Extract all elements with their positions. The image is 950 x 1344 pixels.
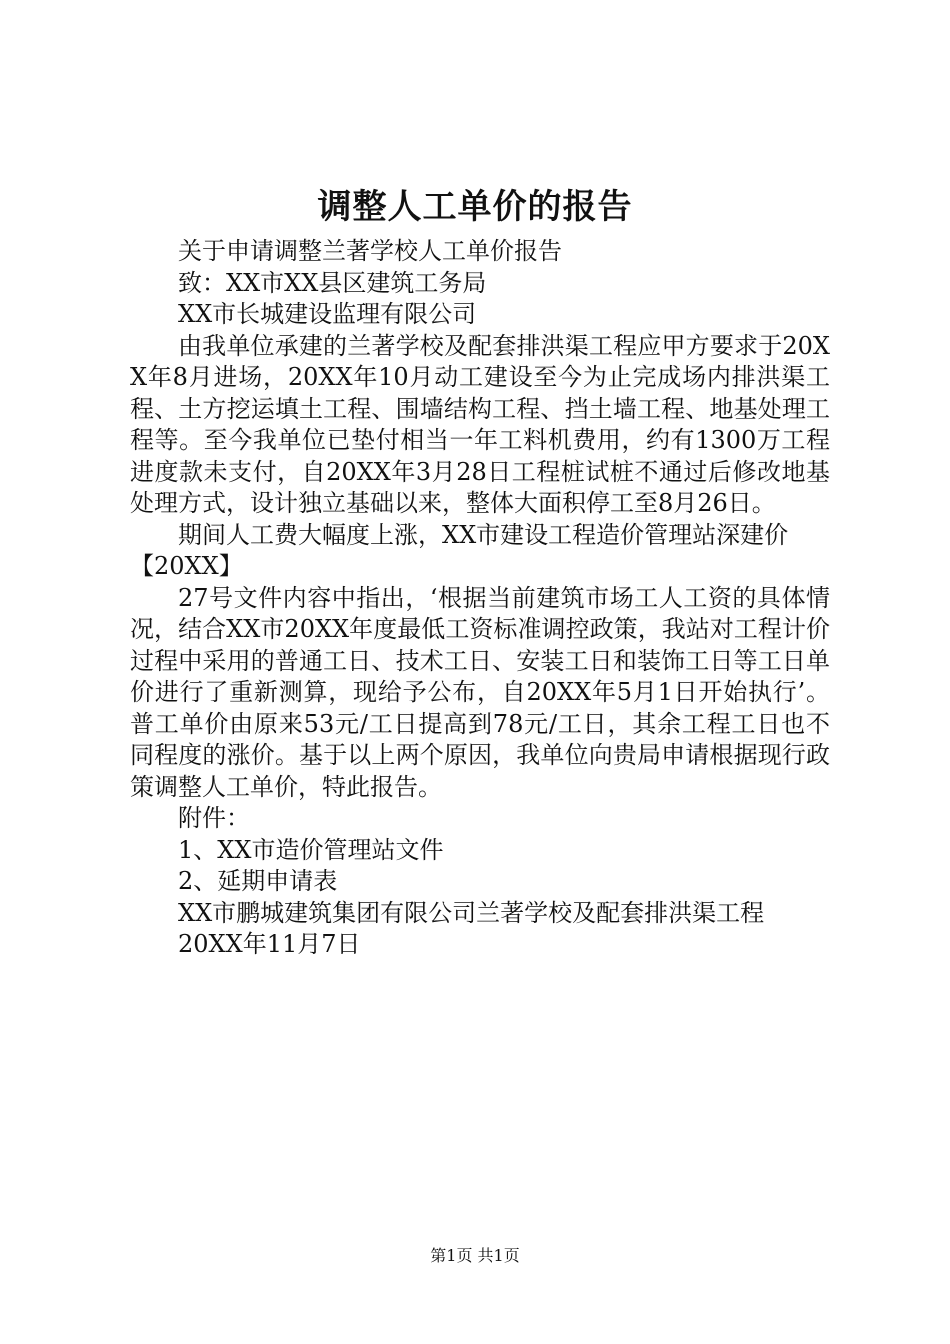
attachment-item-2: 2、延期申请表 xyxy=(178,867,338,895)
attachments-label: 附件： xyxy=(178,804,250,832)
document-body xyxy=(130,236,830,961)
date-line: 20XX年11月7日 xyxy=(178,930,361,958)
signature-line: XX市鹏城建筑集团有限公司兰著学校及配套排洪渠工程 xyxy=(178,898,765,927)
document-title: 调整人工单价的报告 xyxy=(317,187,633,227)
recipient-line: 致：XX市XX县区建筑工务局 xyxy=(178,268,487,297)
cc-line: XX市长城建设监理有限公司 xyxy=(178,300,477,328)
body-paragraph-1: 由我单位承建的兰著学校及配套排洪渠工程应甲方要求于20XX年8月进场，20XX年10月动工建设至今为止完成场内排洪渠工程、土方挖运填土工程、围墙结构工程、挡土墙工程、地基处理工程等。至今我单位已垫付相当一年工料机费用，约有1300万工程进度款未支付，自20XX年3月28日工程桩试桩不通过后修改地基处理方式，设计独立基础以来，整体大面积停工至8月26日。 xyxy=(130,331,830,517)
document-number-bracket: 【20XX】 xyxy=(130,552,243,580)
subject-line: 关于申请调整兰著学校人工单价报告 xyxy=(178,237,562,265)
attachment-item-1: 1、XX市造价管理站文件 xyxy=(178,835,444,864)
body-paragraph-2: 期间人工费大幅度上涨，XX市建设工程造价管理站深建价 xyxy=(178,520,789,549)
page-footer: 第1页 共1页 xyxy=(430,1246,520,1265)
body-paragraph-3: 27号文件内容中指出，‘根据当前建筑市场工人工资的具体情况，结合XX市20XX年度最低工资标准调控政策，我站对工程计价过程中采用的普通工日、技术工日、安装工日和装饰工日等工日单价进行了重新测算，现给予公布，自20XX年5月1日开始执行’。普工单价由原来53元/工日提高到78元/工日，其余工程工日也不同程度的涨价。基于以上两个原因，我单位向贵局申请根据现行政策调整人工单价，特此报告。 xyxy=(130,583,830,801)
